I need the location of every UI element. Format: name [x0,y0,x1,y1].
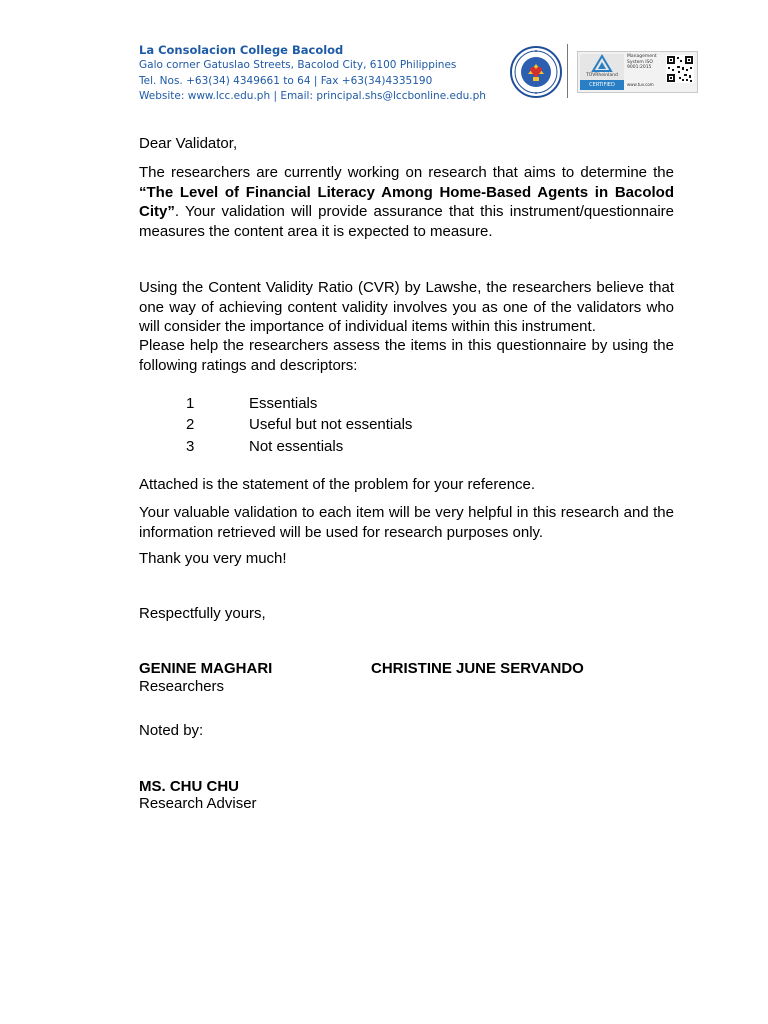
noted-by-label: Noted by: [139,722,204,739]
closing-line: Respectfully yours, [139,605,266,622]
attached-note: Attached is the statement of the problem for your reference. [139,476,536,493]
iso-certification-badge [577,51,698,93]
institution-address: Galo corner Gatuslao Streets, Bacolod City, 6100 Philippines [139,59,457,71]
tuv-logo [580,54,624,90]
college-seal-logo [510,46,562,98]
letterhead [139,42,519,105]
qr-code-icon [666,55,694,83]
research-title: “The Level of Financial Literacy Among Home-Based Agents in Bacolod City” [139,183,674,220]
institution-phone: Tel. Nos. +63(34) 4349661 to 64 | Fax +63(34)4335190 [139,74,433,87]
tuv-certified-label: CERTIFIED [580,80,624,90]
rating-label: Useful but not essentials [249,416,413,433]
rating-number: 1 [186,395,195,412]
paragraph-intro-text: The researchers are currently working on research that aims to determine the [139,164,674,181]
rating-label: Essentials [249,395,318,412]
paragraph-intro [139,163,674,241]
paragraph-ratings-request: Please help the researchers assess the items in this questionnaire by using the following ratings and descriptors: [139,337,674,374]
rating-label: Not essentials [249,438,344,455]
adviser-name: MS. CHU CHU [139,778,239,795]
cert-info-text: Management System ISO 9001:2015 [627,54,657,70]
cert-info [627,54,667,87]
letterhead-divider [567,44,568,98]
researcher-name-1: GENINE MAGHARI [139,660,273,677]
greeting: Dear Validator, [139,135,238,152]
cert-url: www.tuv.com [627,82,654,87]
rating-number: 2 [186,416,195,433]
institution-web: Website: www.lcc.edu.ph | Email: principal.shs@lccbonline.edu.ph [139,90,486,102]
tuv-name: TÜVRheinland [586,73,618,78]
paragraph-intro-continuation: . Your validation will provide assurance that this instrument/questionnaire measures the content area it is expected to measure. [139,203,674,240]
tuv-triangle-icon [580,54,624,74]
adviser-role: Research Adviser [139,795,257,812]
paragraph-cvr: Using the Content Validity Ratio (CVR) by Lawshe, the researchers believe that one way of achieving content validity involves you as one of the validators who will consider the importance of individual items within this instrument. [139,279,674,335]
institution-name: La Consolacion College Bacolod [139,43,344,57]
researchers-role: Researchers [139,678,225,695]
thanks-line: Thank you very much! [139,550,287,567]
paragraph-valuable: Your valuable validation to each item will be very helpful in this research and the information retrieved will be used for research purposes only. [139,504,674,541]
researcher-name-2: CHRISTINE JUNE SERVANDO [371,660,584,677]
rating-number: 3 [186,438,195,455]
